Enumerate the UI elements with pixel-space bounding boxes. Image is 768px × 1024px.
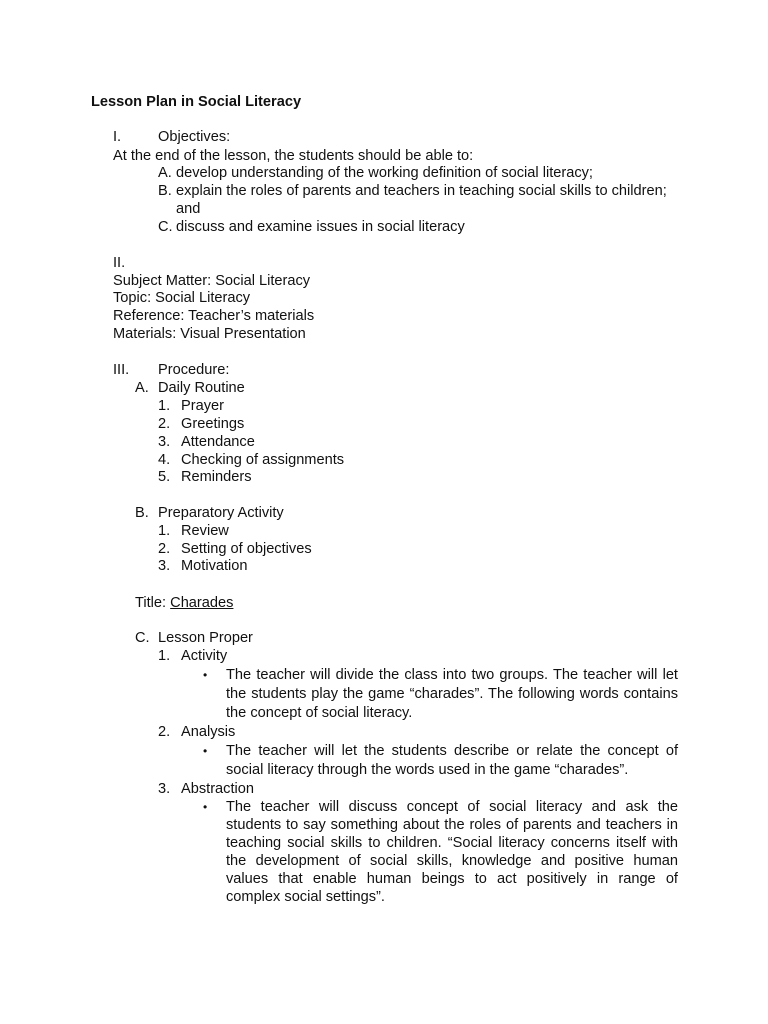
paragraph-line: the development of social skills, knowledge and positive human xyxy=(226,853,678,869)
list-item: Reminders xyxy=(181,469,252,485)
objective-letter: B. xyxy=(158,183,172,199)
step-number: 1. xyxy=(158,648,171,664)
list-item: Checking of assignments xyxy=(181,452,345,468)
section-numeral: I. xyxy=(113,129,122,145)
bullet-icon: • xyxy=(203,668,208,682)
section-numeral: III. xyxy=(113,362,130,378)
paragraph-line: social literacy through the words used in the game “charades”. xyxy=(226,762,629,778)
subsection-heading: Preparatory Activity xyxy=(158,505,284,521)
subsection-letter: C. xyxy=(135,630,150,646)
subsection-heading: Daily Routine xyxy=(158,380,245,396)
list-item: Attendance xyxy=(181,434,255,450)
materials: Materials: Visual Presentation xyxy=(113,326,306,342)
topic: Topic: Social Literacy xyxy=(113,290,251,306)
paragraph-line: complex social settings”. xyxy=(226,889,385,905)
list-number: 1. xyxy=(158,398,171,414)
paragraph-line: teaching social skills to children. “Social literacy concerns itself with xyxy=(226,835,678,851)
bullet-icon: • xyxy=(203,800,208,814)
subsection-heading: Lesson Proper xyxy=(158,630,253,646)
title-line xyxy=(135,594,233,612)
title-value: Charades xyxy=(170,595,234,611)
list-number: 1. xyxy=(158,523,171,539)
paragraph-line: the concept of social literacy. xyxy=(226,705,413,721)
subject-matter: Subject Matter: Social Literacy xyxy=(113,273,311,289)
step-number: 2. xyxy=(158,724,171,740)
objective-text: explain the roles of parents and teachers in teaching social skills to children; xyxy=(176,183,667,199)
objective-text: discuss and examine issues in social literacy xyxy=(176,219,465,235)
list-item: Greetings xyxy=(181,416,245,432)
subsection-letter: A. xyxy=(135,380,149,396)
title-label: Title: xyxy=(135,595,167,611)
objectives-intro: At the end of the lesson, the students should be able to: xyxy=(113,148,474,164)
paragraph-line: values that enable human beings to act positively in range of xyxy=(226,871,678,887)
list-number: 5. xyxy=(158,469,171,485)
list-number: 2. xyxy=(158,416,171,432)
paragraph-line: The teacher will discuss concept of social literacy and ask the xyxy=(226,799,678,815)
list-item: Setting of objectives xyxy=(181,541,312,557)
list-number: 3. xyxy=(158,558,171,574)
reference: Reference: Teacher’s materials xyxy=(113,308,315,324)
section-heading: Objectives: xyxy=(158,129,231,145)
list-item: Review xyxy=(181,523,229,539)
subsection-letter: B. xyxy=(135,505,149,521)
paragraph-line: students to say something about the roles of parents and teachers in xyxy=(226,817,678,833)
objective-text: develop understanding of the working definition of social literacy; xyxy=(176,165,593,181)
section-heading: Procedure: xyxy=(158,362,230,378)
page-title: Lesson Plan in Social Literacy xyxy=(91,94,302,110)
list-number: 2. xyxy=(158,541,171,557)
paragraph-line: the students play the game “charades”. The following words contains xyxy=(226,686,678,702)
step-label: Abstraction xyxy=(181,781,255,797)
list-item: Prayer xyxy=(181,398,224,414)
bullet-icon: • xyxy=(203,744,208,758)
section-numeral: II. xyxy=(113,255,126,271)
step-label: Activity xyxy=(181,648,228,664)
objective-text-continued: and xyxy=(176,201,201,217)
list-number: 3. xyxy=(158,434,171,450)
objective-letter: C. xyxy=(158,219,173,235)
step-label: Analysis xyxy=(181,724,236,740)
paragraph-line: The teacher will divide the class into two groups. The teacher will let xyxy=(226,667,678,683)
paragraph-line: The teacher will let the students describe or relate the concept of xyxy=(226,743,678,759)
list-number: 4. xyxy=(158,452,171,468)
list-item: Motivation xyxy=(181,558,248,574)
step-number: 3. xyxy=(158,781,171,797)
objective-letter: A. xyxy=(158,165,172,181)
